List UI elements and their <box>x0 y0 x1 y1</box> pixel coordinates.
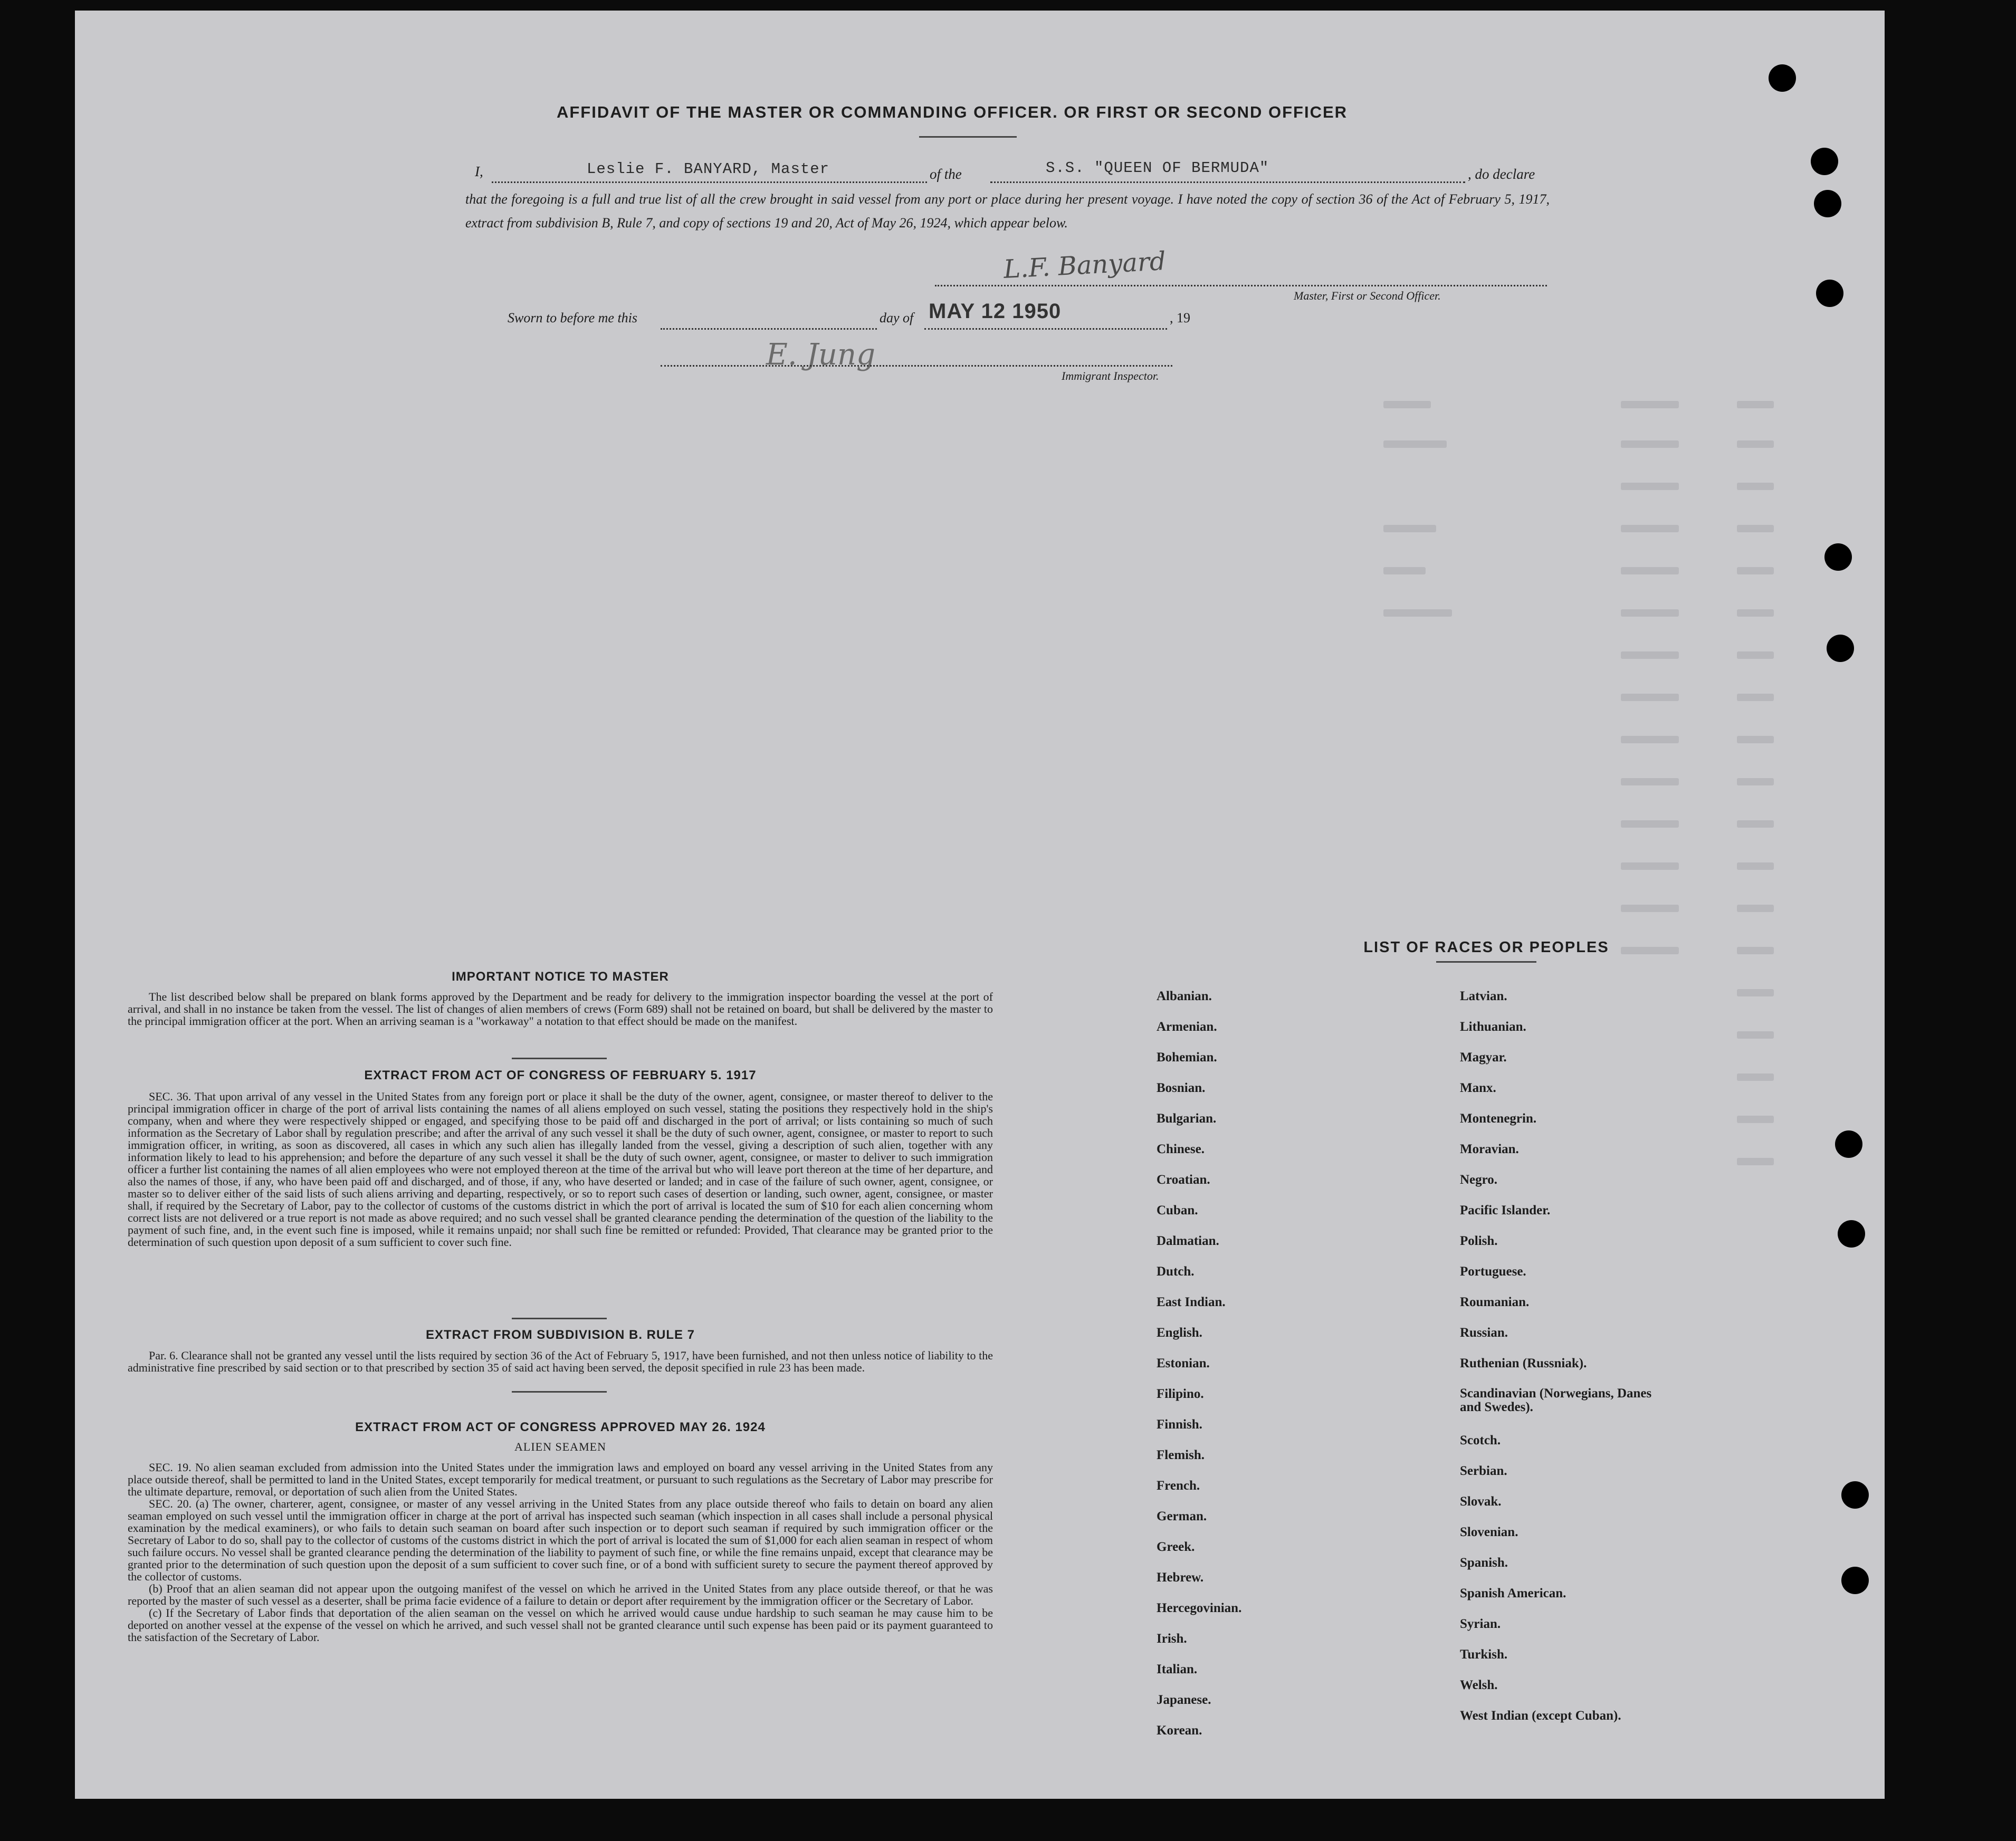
race-item: French. <box>1157 1479 1200 1493</box>
race-item: Dutch. <box>1157 1264 1195 1279</box>
race-item: Scotch. <box>1460 1433 1501 1447</box>
race-item: Chinese. <box>1157 1142 1205 1156</box>
punch-hole <box>1824 543 1852 571</box>
race-item: Moravian. <box>1460 1142 1519 1156</box>
race-item: East Indian. <box>1157 1295 1226 1309</box>
race-item: Dalmatian. <box>1157 1234 1219 1248</box>
race-item: Portuguese. <box>1460 1264 1526 1279</box>
punch-hole <box>1835 1130 1862 1158</box>
race-item: Spanish. <box>1460 1556 1508 1570</box>
sworn-text: Sworn to before me this <box>508 310 638 325</box>
act1924-body <box>128 1461 993 1643</box>
race-item: Cuban. <box>1157 1203 1198 1217</box>
of-the-label: of the <box>930 166 962 182</box>
race-item: Manx. <box>1460 1081 1496 1095</box>
race-item: Spanish American. <box>1460 1586 1566 1600</box>
officer-name-line <box>492 160 927 183</box>
act1924-sec20c: (c) If the Secretary of Labor finds that deportation of the alien seaman on the vessel on which he arrived would cause undue hardship to such seaman he may cause him to be deported on another vessel at the expense of the vessel on which he arrived, and such vessel shall not be granted clearance until such expense has been paid or its payment guaranteed to the satisfaction of the Secretary of Labor. <box>128 1606 993 1644</box>
vessel-name: S.S. "QUEEN OF BERMUDA" <box>1046 159 1269 177</box>
inspector-signature-line <box>661 365 1172 367</box>
rule7-text: Par. 6. Clearance shall not be granted any vessel until the lists required by section 36 of the Act of February 5, 1917, have been furnished, and not then unless notice of liability to the administrative fine prescribed by said section or to that prescribed by section 35 of said act having been served, the deposit specified in rule 23 has been made. <box>128 1349 993 1374</box>
race-item: Roumanian. <box>1460 1295 1530 1309</box>
race-item: Syrian. <box>1460 1617 1501 1631</box>
act1924-sec20b: (b) Proof that an alien seaman did not appear upon the outgoing manifest of the vessel on which he arrived in the United States from any place outside thereof, or that he was reported by the master of such vessel as a deserter, shall be prima facie evidence of a failure to detain or deport after requirement by the immigration officer or the Secretary of Labor. <box>128 1582 993 1607</box>
notice-divider <box>512 1058 607 1059</box>
notice-text: The list described below shall be prepared on blank forms approved by the Department and be ready for delivery to the immigration inspector boarding the vessel at the port of arrival, and shall in no instance be taken from the vessel. The list of changes of alien members of crews (Form 689) shall not be retained on board, but shall be delivered by the master to the principal immigration officer at the port. When an arriving seaman is a "workaway" a notation to that effect should be made on the manifest. <box>128 990 993 1028</box>
race-item: Filipino. <box>1157 1387 1204 1401</box>
punch-hole <box>1841 1481 1869 1509</box>
race-item: German. <box>1157 1509 1207 1523</box>
race-item: Bohemian. <box>1157 1050 1217 1065</box>
punch-hole <box>1814 190 1841 217</box>
do-declare-label: , do declare <box>1468 166 1535 182</box>
race-item: Bosnian. <box>1157 1081 1206 1095</box>
race-item: Serbian. <box>1460 1464 1507 1478</box>
punch-hole <box>1841 1567 1869 1594</box>
act1924-sec20a: SEC. 20. (a) The owner, charterer, agent, consignee, or master of any vessel arriving in the United States from any place outside thereof who fails to detain on board any alien seaman employed on such vessel until the immigration officer in charge at the port of arrival has inspected such seaman (which inspection in all cases shall include a personal physical examination by the medical examiners), or who fails to detain such seaman on board after such inspection or to deport such seaman if required by such immigration officer or the Secretary of Labor to do so, shall pay to the collector of customs of the customs district in which the port of arrival is located the sum of $1,000 for each alien seaman in respect of whom such failure occurs. No vessel shall be granted clearance pending the determination of the liability to payment of such fine, or while the fine remains unpaid, except that clearance may be granted prior to the determination of such question upon the deposit of a sum sufficient to cover such fine, or of a bond with sufficient surety to secure the payment thereof approved by the collector of customs. <box>128 1497 993 1583</box>
race-item: Bulgarian. <box>1157 1111 1217 1126</box>
race-item: Polish. <box>1460 1234 1498 1248</box>
year-prefix: , 19 <box>1170 310 1190 325</box>
punch-hole <box>1769 64 1796 92</box>
race-item: Welsh. <box>1460 1678 1498 1692</box>
act1917-divider <box>512 1318 607 1319</box>
sworn-day-line <box>661 311 877 330</box>
rule7-title: EXTRACT FROM SUBDIVISION B. RULE 7 <box>425 1328 695 1342</box>
race-item: Hercegovinian. <box>1157 1601 1242 1615</box>
race-item: Croatian. <box>1157 1173 1210 1187</box>
act1917-title: EXTRACT FROM ACT OF CONGRESS OF FEBRUARY 5. 1917 <box>364 1068 757 1082</box>
race-item: Albanian. <box>1157 989 1212 1003</box>
race-item: Irish. <box>1157 1632 1187 1646</box>
race-item: English. <box>1157 1326 1202 1340</box>
notice-title: IMPORTANT NOTICE TO MASTER <box>452 970 669 984</box>
race-item: Ruthenian (Russniak). <box>1460 1356 1587 1370</box>
punch-hole <box>1827 635 1854 662</box>
punch-hole <box>1816 280 1843 307</box>
race-item: Finnish. <box>1157 1417 1202 1432</box>
race-item: Pacific Islander. <box>1460 1203 1551 1217</box>
race-item: Japanese. <box>1157 1693 1211 1707</box>
race-item: Greek. <box>1157 1540 1195 1554</box>
act1924-subtitle: ALIEN SEAMEN <box>514 1440 606 1453</box>
race-item: Slovenian. <box>1460 1525 1518 1539</box>
declaration-text: that the foregoing is a full and true list of all the crew brought in said vessel from any port or place during her present voyage. I have noted the copy of section 36 of the Act of February 5, 1917, extract from subdivision B, Rule 7, and copy of sections 19 and 20, Act of May 26, 1924, which appear below. <box>465 191 1550 231</box>
race-item: Italian. <box>1157 1662 1198 1676</box>
date-stamp: MAY 12 1950 <box>929 300 1062 323</box>
master-caption: Master, First or Second Officer. <box>1294 289 1441 302</box>
race-item: Russian. <box>1460 1326 1508 1340</box>
i-label: I, <box>475 164 483 179</box>
race-item: Magyar. <box>1460 1050 1507 1065</box>
race-item: Flemish. <box>1157 1448 1205 1462</box>
race-item: Latvian. <box>1460 989 1507 1003</box>
officer-name: Leslie F. BANYARD, Master <box>587 160 830 178</box>
race-item: Hebrew. <box>1157 1570 1204 1585</box>
master-signature-line <box>935 285 1547 286</box>
act1924-title: EXTRACT FROM ACT OF CONGRESS APPROVED MAY 26. 1924 <box>355 1420 766 1434</box>
inspector-caption: Immigrant Inspector. <box>1062 369 1159 382</box>
master-signature: L.F. Banyard <box>1002 246 1167 285</box>
inspector-signature: E. Jung <box>766 338 875 372</box>
race-item: Negro. <box>1460 1173 1498 1187</box>
sworn-month-line <box>924 300 1167 330</box>
race-item: Armenian. <box>1157 1020 1217 1034</box>
races-title: LIST OF RACES OR PEOPLES <box>1363 939 1609 956</box>
act1924-sec19: SEC. 19. No alien seaman excluded from admission into the United States under the immigration laws and employed on board any vessel arriving in the United States from any place outside thereof, shall be permitted to land in the United States, except temporarily for medical treatment, or pursuant to such regulations as the Secretary of Labor may prescribe for the ultimate departure, removal, or deportation of such alien from the United States. <box>128 1461 993 1498</box>
race-item: Turkish. <box>1460 1647 1508 1662</box>
document-page <box>75 11 1885 1799</box>
punch-hole <box>1838 1220 1865 1248</box>
races-divider <box>1436 961 1536 963</box>
race-item: Korean. <box>1157 1723 1202 1738</box>
race-item: Estonian. <box>1157 1356 1210 1370</box>
title-divider <box>919 136 1017 138</box>
race-item: Montenegrin. <box>1460 1111 1537 1126</box>
day-of-label: day of <box>880 310 914 325</box>
act1917-text: SEC. 36. That upon arrival of any vessel in the United States from any foreign port or place it shall be the duty of the owner, agent, consignee, or master thereof to deliver to the principal immigration officer in charge of the port of arrival lists containing the names of all aliens employed on such vessel, stating the positions they respectively hold in the ship's company, when and where they were respectively shipped or engaged, and specifying those to be paid off and discharged in the port of arrival; or lists containing so much of such information as the Secretary of Labor shall by regulation prescribe; and after the arrival of any such vessel it shall be the duty of such owner, agent, consignee, or master to report to such immigration officer, in writing, as soon as discovered, all cases in which any such alien has illegally landed from the vessel, giving a description of such alien, together with any information likely to lead to his apprehension; and before the departure of any such vessel it shall be the duty of such owner, agent, consignee, or master to deliver to such immigration officer a further list containing the names of all alien employees who were not employed thereon at the time of the arrival but who will leave port thereon at the time of her departure, and also the names of those, if any, who have been paid off and discharged, and of those, if any, who have deserted or landed; and in case of the failure of such owner, agent, consignee, or master so to deliver either of the said lists of such aliens arriving and departing, respectively, or so to report such cases of desertion or landing, such owner, agent, consignee, or master shall, if required by the Secretary of Labor, pay to the collector of customs of the customs district in which the port of arrival is located the sum of $10 for each alien concerning whom correct lists are not delivered or a true report is not made as above required; and no such vessel shall be granted clearance pending the determination of the question of the liability to the payment of such fine, and, in the event such fine is imposed, while it remains unpaid; nor shall such fine be remitted or refunded: Provided, That clearance may be granted prior to the determination of such question upon deposit of a sum sufficient to cover such fine. <box>128 1090 993 1249</box>
rule7-divider <box>512 1391 607 1393</box>
race-item: Slovak. <box>1460 1494 1502 1509</box>
vessel-name-line <box>990 159 1465 183</box>
race-item: West Indian (except Cuban). <box>1460 1709 1621 1723</box>
punch-hole <box>1811 148 1838 175</box>
affidavit-title: AFFIDAVIT OF THE MASTER OR COMMANDING OFFICER. OR FIRST OR SECOND OFFICER <box>556 103 1348 121</box>
race-item: Lithuanian. <box>1460 1020 1526 1034</box>
race-item: Scandinavian (Norwegians, Danes and Swedes). <box>1460 1386 1652 1414</box>
